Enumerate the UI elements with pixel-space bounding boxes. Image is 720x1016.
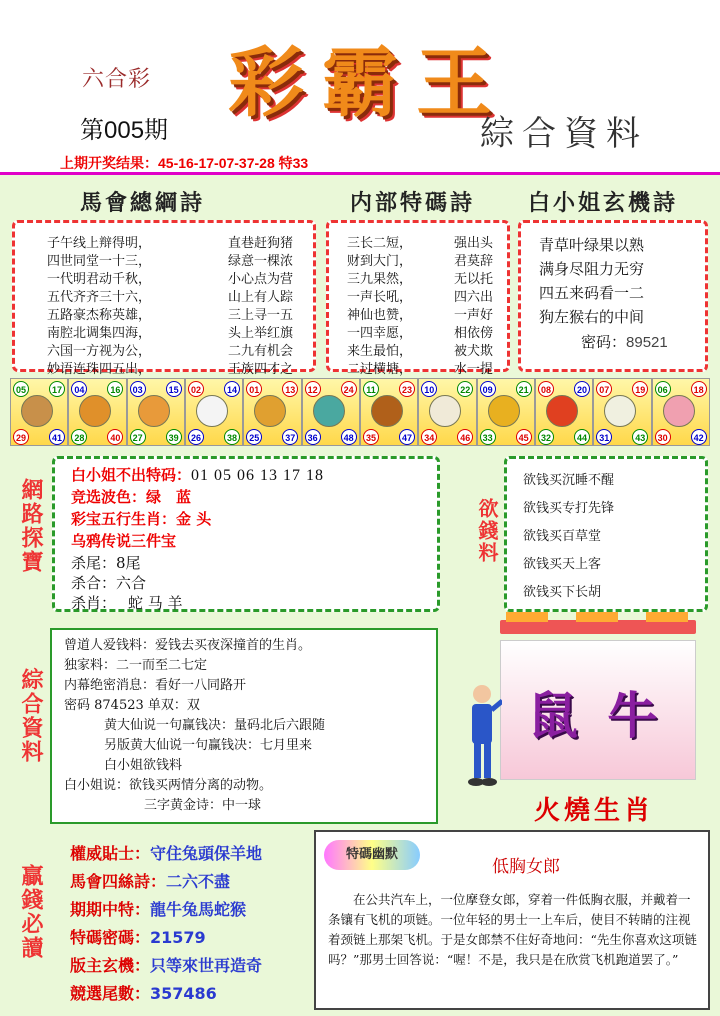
poem-line-b: 王族四才之 [227, 362, 293, 377]
zodiac-number: 20 [574, 381, 590, 397]
zodiac-cell [243, 378, 301, 446]
zodiac-number: 34 [421, 429, 437, 445]
code-label: 密码： [581, 333, 627, 351]
poem-line-a: 一声长吼， [347, 290, 413, 305]
story-badge: 特碼幽默 [324, 840, 420, 870]
zodiac-cell [360, 378, 418, 446]
zodiac-number: 14 [224, 381, 240, 397]
general-line: 另版黄大仙说一句赢钱决：七月里来 [104, 738, 313, 753]
dog-icon [604, 395, 636, 427]
goat-icon [429, 395, 461, 427]
poem-line-a: 子午线上辩得明， [47, 236, 152, 251]
zodiac-number: 36 [305, 429, 321, 445]
zodiac-cell [652, 378, 710, 446]
tiger-icon [138, 395, 170, 427]
zodiac-number: 41 [49, 429, 65, 445]
zodiac-number: 19 [632, 381, 648, 397]
zodiac-strip [10, 378, 710, 446]
poem-line [347, 325, 493, 343]
money-item: 欲钱买天上客 [523, 557, 602, 572]
poem-line-b: 水一提 [453, 362, 493, 377]
five-label: 彩宝五行生肖： [71, 510, 177, 528]
general-box [50, 628, 438, 824]
poem-line-a: 四世同堂一十三， [47, 254, 152, 269]
winner-label: 特碼密碼： [70, 928, 151, 947]
winner-value: 龍牛兔馬蛇猴 [150, 900, 247, 919]
zodiac-number: 39 [166, 429, 182, 445]
poem-line-a: 来生最怕， [347, 344, 413, 359]
zodiac-number: 15 [166, 381, 182, 397]
kill-combo-value: 六合 [116, 574, 147, 592]
zodiac-number: 22 [457, 381, 473, 397]
general-line: 白小姐欲钱料 [104, 758, 183, 773]
zodiac-number: 38 [224, 429, 240, 445]
poem-right-line: 青草叶绿果以熟 [539, 236, 645, 254]
zodiac-number: 26 [188, 429, 204, 445]
poem-line-b: 直巷赶狗猪 [227, 236, 293, 251]
zodiac-number: 23 [399, 381, 415, 397]
zodiac-cell [127, 378, 185, 446]
winner-label: 馬會四絲詩： [70, 872, 167, 891]
money-side-label: 欲錢料 [475, 498, 499, 564]
zodiac-number: 48 [341, 429, 357, 445]
winner-row [70, 840, 310, 868]
winner-value: 守住兔頭保羊地 [150, 844, 263, 863]
kill-combo-label: 杀合： [71, 574, 117, 592]
lamp-2 [576, 612, 618, 622]
story-title: 低胸女郎 [492, 857, 560, 877]
general-line: 独家料：二一而至二七定 [64, 658, 208, 673]
poem-line [47, 325, 293, 343]
zodiac-number: 06 [655, 381, 671, 397]
network-content [71, 465, 324, 613]
poem-line-b: 头上举红旗 [227, 326, 293, 341]
zodiac-number: 11 [363, 381, 379, 397]
poem-line-a: 南腔北调集四海， [47, 326, 152, 341]
general-line: 黄大仙说一句赢钱决：量码北后六跟随 [104, 718, 326, 733]
money-item: 欲钱买下长胡 [523, 585, 602, 600]
code-value: 89521 [626, 334, 668, 351]
poem-line-a: 财到大门， [347, 254, 413, 269]
zodiac-number: 46 [457, 429, 473, 445]
zodiac-number: 31 [596, 429, 612, 445]
zodiac-number: 43 [632, 429, 648, 445]
zodiac-number: 04 [71, 381, 87, 397]
five-value: 金 头 [176, 510, 212, 528]
poem-line [47, 271, 293, 289]
period-label: 第005期 [80, 117, 169, 144]
poem-line [347, 343, 493, 361]
zodiac-number: 45 [516, 429, 532, 445]
poem-line-b: 一声好 [453, 308, 493, 323]
poem-line-b: 四六出 [453, 290, 493, 305]
wave-value: 绿 蓝 [146, 488, 192, 506]
winner-label: 版主玄機： [70, 956, 151, 975]
poem-line-a: 二过横塘， [347, 362, 413, 377]
general-line: 密码 874523 单双：双 [64, 698, 200, 713]
general-line: 白小姐说：欲钱买两情分离的动物。 [64, 778, 273, 793]
zodiac-number: 42 [691, 429, 707, 445]
poem-line-a: 妙语连珠四五出， [47, 362, 152, 377]
zodiac-number: 09 [480, 381, 496, 397]
poem-line-b: 山上有人踪 [227, 290, 293, 305]
poem-line [347, 361, 493, 379]
kill-tail-value: 8尾 [116, 554, 141, 572]
poem-right-box [518, 220, 708, 372]
poem-line-b: 君莫辞 [453, 254, 493, 269]
zodiac-number: 25 [246, 429, 262, 445]
last-result: 上期开奖结果：45-16-17-07-37-28 特33 [60, 155, 309, 171]
poem-line-b: 相依傍 [453, 326, 493, 341]
zodiac-number: 29 [13, 429, 29, 445]
general-line: 三字黄金诗：中一球 [144, 798, 262, 813]
money-box [504, 456, 708, 612]
right-column-title: 白小姐玄機詩 [528, 190, 679, 216]
zodiac-number: 32 [538, 429, 554, 445]
winner-value: 只等來世再造奇 [150, 956, 263, 975]
winner-value: 357486 [150, 984, 217, 1003]
zodiac-cell [10, 378, 68, 446]
winner-label: 權威貼士： [70, 844, 151, 863]
zodiac-number: 35 [363, 429, 379, 445]
story-box [314, 830, 710, 1010]
poem-line [47, 253, 293, 271]
general-line: 内幕绝密消息：看好一八同路开 [64, 678, 247, 693]
kill-zodiac-label: 杀肖： [71, 594, 117, 612]
zodiac-cell [68, 378, 126, 446]
winner-row [70, 980, 310, 1008]
poem-line [47, 289, 293, 307]
zodiac-number: 47 [399, 429, 415, 445]
winner-value: 二六不盡 [166, 872, 231, 891]
poem-line-a: 一四幸愿， [347, 326, 413, 341]
picture-caption: 火燒生肖 [534, 796, 655, 826]
winner-list [70, 840, 310, 1008]
poem-line [47, 307, 293, 325]
winner-label: 期期中特： [70, 900, 151, 919]
poem-line [47, 235, 293, 253]
general-side-label: 綜合資料 [18, 668, 44, 764]
rabbit-icon [196, 395, 228, 427]
poem-line-b: 绿意一棵浓 [227, 254, 293, 269]
poem-line [347, 271, 493, 289]
poem-line-b: 无以托 [453, 272, 493, 287]
zodiac-cell [535, 378, 593, 446]
poem-line-b: 三上寻一五 [227, 308, 293, 323]
kill-zodiac-value: 蛇 马 羊 [128, 594, 183, 612]
zodiac-number: 27 [130, 429, 146, 445]
monkey-icon [488, 395, 520, 427]
painter-figure [462, 680, 502, 790]
poem-right-line: 狗左猴右的中间 [539, 308, 645, 326]
money-item: 欲钱买专打先锋 [523, 501, 615, 516]
general-line: 曾道人爱钱料：爱钱去买夜深撞首的生肖。 [64, 638, 312, 653]
poem-line-b: 小心点为营 [227, 272, 293, 287]
poem-line-a: 神仙也赞， [347, 308, 413, 323]
zodiac-number: 44 [574, 429, 590, 445]
rooster-icon [546, 395, 578, 427]
zodiac-number: 28 [71, 429, 87, 445]
pig-icon [663, 395, 695, 427]
winner-row [70, 868, 310, 896]
money-item: 欲钱买百草堂 [523, 529, 602, 544]
wave-label: 竞选波色： [71, 488, 147, 506]
poem-line-b: 二九有机会 [227, 344, 293, 359]
poem-right-line: 满身尽阻力无穷 [539, 260, 645, 278]
winner-label: 競選尾數： [70, 984, 151, 1003]
poem-line [347, 253, 493, 271]
left-column-title: 馬會總綱詩 [80, 190, 206, 216]
poem-line-b: 被犬欺 [453, 344, 493, 359]
poem-line-a: 一代明君动千秋， [47, 272, 152, 287]
zodiac-number: 17 [49, 381, 65, 397]
poem-line-a: 五代齐齐三十六， [47, 290, 152, 305]
network-side-label: 網路探寶 [18, 478, 44, 574]
dragon-icon [254, 395, 286, 427]
ox-icon [79, 395, 111, 427]
poem-line [47, 361, 293, 379]
rat-icon [21, 395, 53, 427]
zodiac-number: 16 [107, 381, 123, 397]
zodiac-cell [477, 378, 535, 446]
poem-line-a: 三长二短， [347, 236, 413, 251]
picture-chars: 鼠 牛 [528, 687, 664, 745]
zodiac-number: 18 [691, 381, 707, 397]
big-title: 彩霸王 [228, 38, 510, 127]
zodiac-number: 30 [655, 429, 671, 445]
poem-line-b: 强出头 [453, 236, 493, 251]
picture-frame-top [500, 620, 696, 634]
zodiac-number: 13 [282, 381, 298, 397]
winner-side-label: 贏錢必讀 [18, 864, 44, 960]
poem-line-a: 六国一方视为公， [47, 344, 152, 359]
winner-row [70, 896, 310, 924]
bai-label: 白小姐不出特码： [71, 466, 192, 484]
zodiac-number: 37 [282, 429, 298, 445]
code-line [581, 331, 668, 352]
lamp-3 [646, 612, 688, 622]
bai-value: 01 05 06 13 17 18 [191, 467, 325, 484]
poem-line [47, 343, 293, 361]
zodiac-cell [185, 378, 243, 446]
zodiac-number: 01 [246, 381, 262, 397]
zodiac-number: 40 [107, 429, 123, 445]
mid-column-title: 内部特碼詩 [350, 190, 476, 216]
poem-left [47, 235, 293, 379]
snake-icon [313, 395, 345, 427]
winner-row [70, 952, 310, 980]
poem-line-a: 三九果然， [347, 272, 413, 287]
zodiac-cell [593, 378, 651, 446]
poem-right [539, 233, 699, 329]
poem-line-a: 五路豪杰称英雄， [47, 308, 152, 323]
poem-right-line: 四五来码看一二 [539, 284, 645, 302]
zodiac-cell [302, 378, 360, 446]
horse-icon [371, 395, 403, 427]
zodiac-number: 02 [188, 381, 204, 397]
small-title: 六合彩 [82, 67, 152, 92]
poem-left-box [12, 220, 316, 377]
kill-tail-label: 杀尾： [71, 554, 117, 572]
zodiac-number: 05 [13, 381, 29, 397]
winner-value: 21579 [150, 928, 206, 947]
network-box [52, 456, 440, 612]
money-list [523, 467, 614, 607]
general-list [64, 636, 325, 816]
zodiac-number: 24 [341, 381, 357, 397]
zodiac-number: 10 [421, 381, 437, 397]
story-text: 在公共汽车上，一位摩登女郎，穿着一件低胸衣服，并戴着一条镶有飞机的项链。一位年轻的男士一上车后，使目不转睛的注视着颈链上那架飞机。于是女郎禁不住好奇地问：“先生你喜欢这项链吗？”那男士回答说：“喔！不是，我只是在欣赏飞机跑道罢了。” [328, 892, 697, 967]
lamp-1 [506, 612, 548, 622]
poem-line [347, 235, 493, 253]
zodiac-number: 03 [130, 381, 146, 397]
winner-row [70, 924, 310, 952]
subtitle: 綜合資料 [480, 114, 648, 154]
zodiac-number: 08 [538, 381, 554, 397]
zodiac-number: 21 [516, 381, 532, 397]
zodiac-number: 33 [480, 429, 496, 445]
zodiac-number: 12 [305, 381, 321, 397]
money-item: 欲钱买沉睡不醒 [523, 473, 615, 488]
zodiac-cell [418, 378, 476, 446]
zodiac-number: 07 [596, 381, 612, 397]
poem-mid [347, 235, 493, 379]
poem-line [347, 289, 493, 307]
poem-line [347, 307, 493, 325]
painter-icon [462, 680, 502, 790]
crow-line: 乌鸦传说三件宝 [71, 532, 177, 550]
poem-mid-box [326, 220, 510, 377]
